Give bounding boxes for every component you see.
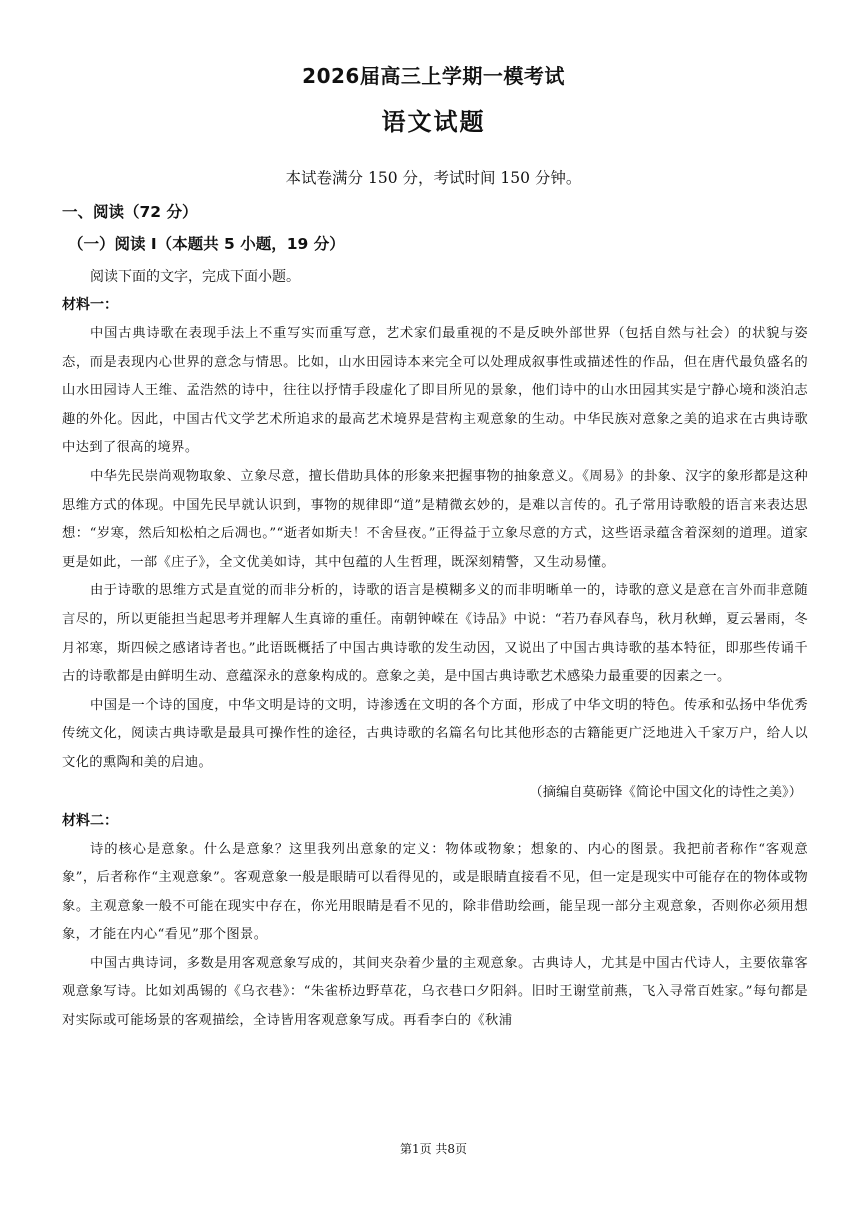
material-two-paragraph: 诗的核心是意象。什么是意象？这里我列出意象的定义：物体或物象；想象的、内心的图景。我把前者称作“客观意象”，后者称作“主观意象”。客观意象一般是眼睛可以看得见的，或是眼睛直接看不见，但一定是现实中可能存在的物体或物象。主观意象一般不可能在现实中存在，你光用眼睛是看不见的，除非借助绘画，能呈现一部分主观意象，否则你必须用想象，才能在内心“看见”那个图景。 [62, 841, 808, 943]
material-one-paragraph: 中国是一个诗的国度，中华文明是诗的文明，诗渗透在文明的各个方面，形成了中华文明的特色。传承和弘扬中华优秀传统文化，阅读古典诗歌是最具可操作性的途径，古典诗歌的名篇名句比其他形态的古籍能更广泛地进入千家万户，给人以文化的熏陶和美的启迪。 [62, 697, 808, 770]
exam-info: 本试卷满分 150 分，考试时间 150 分钟。 [285, 169, 582, 187]
material-one-paragraph: 中华先民崇尚观物取象、立象尽意，擅长借助具体的形象来把握事物的抽象意义。《周易》的卦象、汉字的象形都是这种思维方式的体现。中国先民早就认识到，事物的规律即“道”是精微玄妙的，是难以言传的。孔子常用诗歌般的语言来表达思想：“岁寒，然后知松柏之后凋也。”“逝者如斯夫！不舍昼夜。”正得益于立象尽意的方式，这些语录蕴含着深刻的道理。道家更是如此，一部《庄子》，全文优美如诗，其中包蕴的人生哲理，既深刻精警，又生动易懂。 [62, 468, 808, 570]
material-one-source: （摘编自莫砺锋《简论中国文化的诗性之美》） [529, 784, 802, 800]
exam-title: 2026届高三上学期一模考试 [302, 64, 565, 88]
reading-instruction: 阅读下面的文字，完成下面小题。 [90, 269, 300, 285]
material-one-paragraph: 中国古典诗歌在表现手法上不重写实而重写意，艺术家们最重视的不是反映外部世界（包括自然与社会）的状貌与姿态，而是表现内心世界的意念与情思。比如，山水田园诗本来完全可以处理成叙事性或描述性的作品，但在唐代最负盛名的山水田园诗人王维、孟浩然的诗中，往往以抒情手段虚化了即目所见的景象，他们诗中的山水田园其实是宁静心境和淡泊志趣的外化。因此，中国古代文学艺术所追求的最高艺术境界是营构主观意象的生动。中华民族对意象之美的追求在古典诗歌中达到了很高的境界。 [62, 326, 808, 456]
material-one-label: 材料一： [62, 297, 118, 313]
material-two-paragraph: 中国古典诗词，多数是用客观意象写成的，其间夹杂着少量的主观意象。古典诗人，尤其是中国古代诗人，主要依靠客观意象写诗。比如刘禹锡的《乌衣巷》：“朱雀桥边野草花，乌衣巷口夕阳斜。旧时王谢堂前燕，飞入寻常百姓家。”每句都是对实际或可能场景的客观描绘，全诗皆用客观意象写成。再看李白的《秋浦 [62, 955, 808, 1029]
material-two-label: 材料二： [62, 812, 118, 829]
subject-title: 语文试题 [381, 108, 486, 136]
subsection-heading: （一）阅读 I（本题共 5 小题，19 分） [68, 235, 345, 253]
material-one-paragraph: 由于诗歌的思维方式是直觉的而非分析的，诗歌的语言是模糊多义的而非明晰单一的，诗歌的意义是意在言外而非意随言尽的，所以更能担当起思考并理解人生真谛的重任。南朝钟嵘在《诗品》中说：“若乃春风春鸟，秋月秋蝉，夏云暑雨，冬月祁寒，斯四候之感诸诗者也。”此语既概括了中国古典诗歌的发生动因，又说出了中国古典诗歌的基本特征，即那些传诵千古的诗歌都是由鲜明生动、意蕴深永的意象构成的。意象之美，是中国古典诗歌艺术感染力最重要的因素之一。 [62, 583, 808, 685]
document-body [62, 200, 808, 1036]
section-heading: 一、阅读（72 分） [62, 203, 198, 221]
page-number: 第1页 共8页 [399, 1142, 468, 1156]
